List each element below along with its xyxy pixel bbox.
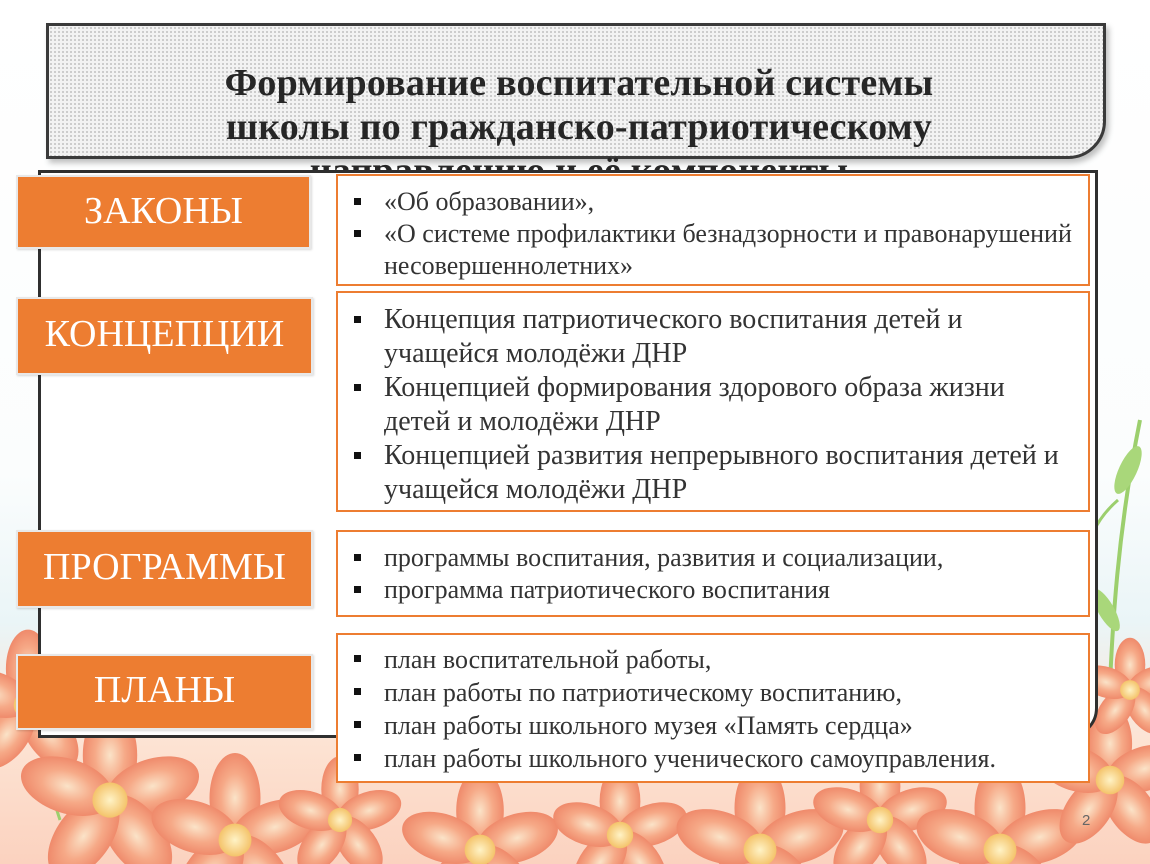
- label-concepts: КОНЦЕПЦИИ: [16, 297, 313, 375]
- list-concepts: [352, 303, 1078, 507]
- list-plans: [352, 643, 1078, 775]
- list-item: «О системе профилактики безнадзорности и правонарушений несовершеннолетних»: [352, 218, 1078, 282]
- list-item: план работы школьного ученического самоуправления.: [352, 742, 1078, 775]
- list-item: план воспитательной работы,: [352, 643, 1078, 676]
- page-number: 2: [1082, 812, 1091, 829]
- content-plans: [336, 633, 1090, 783]
- list-item: «Об образовании»,: [352, 186, 1078, 218]
- title-line-2: школы по гражданско-патриотическому: [225, 106, 933, 148]
- list-item: программа патриотического воспитания: [352, 574, 1078, 606]
- list-item: план работы по патриотическому воспитанию,: [352, 676, 1078, 709]
- list-item: программы воспитания, развития и социализации,: [352, 542, 1078, 574]
- list-item: Концепцией развития непрерывного воспитания детей и учащейся молодёжи ДНР: [352, 439, 1078, 507]
- content-concepts: [336, 291, 1090, 512]
- list-item: план работы школьного музея «Память сердца»: [352, 709, 1078, 742]
- label-plans: ПЛАНЫ: [16, 654, 313, 730]
- content-programs: [336, 530, 1090, 617]
- label-laws: ЗАКОНЫ: [16, 175, 311, 249]
- list-item: Концепцией формирования здорового образа жизни детей и молодёжи ДНР: [352, 371, 1078, 439]
- content-laws: [336, 174, 1090, 286]
- title-line-1: Формирование воспитательной системы: [224, 62, 934, 104]
- list-laws: [352, 186, 1078, 282]
- list-programs: [352, 542, 1078, 606]
- label-programs: ПРОГРАММЫ: [16, 530, 313, 608]
- list-item: Концепция патриотического воспитания детей и учащейся молодёжи ДНР: [352, 303, 1078, 371]
- title-banner: [46, 23, 1106, 159]
